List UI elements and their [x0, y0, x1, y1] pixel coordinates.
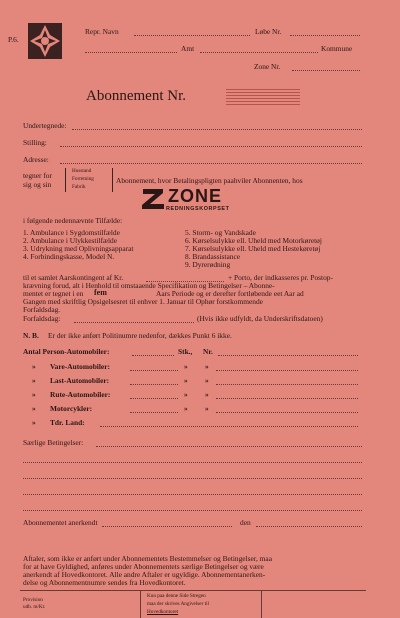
vehicle-header-stk: Stk., — [178, 347, 193, 356]
option-fabrik[interactable]: Fabrik — [72, 184, 86, 190]
zone-nr-field[interactable] — [292, 70, 360, 71]
tdr-land-field[interactable] — [100, 426, 358, 427]
logo-wordmark: ZONE — [168, 186, 223, 206]
forfaldsdag-label: Forfaldsdag: — [23, 314, 61, 323]
incident-4: 4. Forbindingskasse, Model N. — [23, 252, 115, 261]
lobe-nr-field[interactable] — [290, 35, 360, 36]
vehicle-header-nr: Nr. — [203, 347, 213, 356]
vehicle-row-q2: » — [205, 404, 209, 413]
incident-6: 6. Kørselsulykke ell. Uheld med Motorkøretøj — [185, 236, 322, 245]
acknowledged-date-field[interactable] — [256, 526, 362, 527]
person-auto-field[interactable] — [132, 355, 174, 356]
special-conditions-line[interactable] — [23, 478, 362, 479]
vehicle-row-q1: » — [184, 404, 188, 413]
abonnement-number-field[interactable] — [226, 88, 300, 105]
vehicle-row-q1: » — [184, 362, 188, 371]
person-auto-nr-field[interactable] — [218, 355, 358, 356]
acknowledged-field[interactable] — [102, 526, 232, 527]
repr-navn-label: Repr. Navn — [85, 27, 119, 36]
contingent-line5: Forfaldsdag. — [23, 305, 61, 314]
contingent-line1a: til et samlet Aarskontingent af Kr. — [23, 273, 124, 282]
provision-amount-label: udb. m/Kr. — [23, 604, 46, 610]
adresse-label: Adresse: — [23, 155, 49, 164]
vehicle-row-q1: » — [184, 376, 188, 385]
vehicle-row-nr-field[interactable] — [216, 370, 358, 371]
footer-line: for at have Gyldighed, anføres under Abonnementets særlige Betingelser og være — [23, 562, 264, 571]
zone-lightning-icon — [140, 188, 166, 210]
provision-label: Provision — [23, 597, 43, 603]
vehicle-row-label: Vare-Automobiler: — [50, 362, 110, 371]
special-conditions-line[interactable] — [23, 462, 362, 463]
headoffice-note-line: Kun paa denne Side Stregen — [147, 593, 206, 599]
stilling-field[interactable] — [60, 146, 362, 147]
incident-2: 2. Ambulance i Ulykkestilfælde — [23, 236, 118, 245]
nb-text: Er der ikke anført Politinumre nedenfor, dækkes Punkt 6 ikke. — [48, 331, 232, 340]
repr-navn-field[interactable] — [134, 35, 250, 36]
contingent-line4: Gangen med skriftlig Opsigelsesret til enhver 1. Januar til Ophør forstkommende — [23, 297, 263, 306]
incident-3: 3. Udrykning med Oplivningsapparat — [23, 244, 134, 253]
incidents-intro: i følgende nedennævnte Tilfælde: — [23, 216, 123, 225]
vehicle-row-q2: » — [205, 376, 209, 385]
vehicle-row-q2: » — [205, 390, 209, 399]
special-conditions-line[interactable] — [96, 446, 362, 447]
footer-line: Aftaler, som ikke er anført under Abonnementets Bestemmelser og Betingelser, maa — [23, 554, 272, 563]
nb-label: N. B. — [23, 331, 39, 340]
contingent-line2: krævning forud, alt i Henhold til omstaaende Specifikation og Betingelser – Abonne- — [23, 281, 275, 290]
vehicle-row-prefix: » — [32, 404, 36, 413]
adresse-field[interactable] — [60, 163, 362, 164]
incident-1: 1. Ambulance i Sygdomstilfælde — [23, 228, 120, 237]
kommune-label: Kommune — [321, 44, 353, 53]
special-conditions-line[interactable] — [23, 510, 362, 511]
lobe-nr-label: Løbe Nr. — [255, 27, 282, 36]
vehicle-row-nr-field[interactable] — [216, 412, 358, 413]
vehicle-row-field[interactable] — [130, 384, 178, 385]
vehicle-row-label: Motorcykler: — [50, 404, 93, 413]
contingent-line3a: mentet er tegnet i en — [23, 289, 84, 298]
vehicle-row-label: Rute-Automobiler: — [50, 390, 111, 399]
special-conditions-line[interactable] — [23, 494, 362, 495]
undertegnede-field[interactable] — [72, 129, 362, 130]
incident-8: 8. Brandassistance — [185, 252, 241, 261]
cross-emblem-icon — [26, 21, 64, 61]
vehicle-row-field[interactable] — [130, 398, 178, 399]
form-code: P.6. — [8, 35, 19, 44]
vehicle-row-q2: » — [205, 362, 209, 371]
tegner-for-label: tegner for — [23, 171, 52, 180]
vehicle-row-label: Last-Automobiler: — [50, 376, 110, 385]
undertegnede-label: Undertegnede: — [23, 121, 67, 130]
form-title: Abonnement Nr. — [86, 88, 186, 104]
logo-subtitle: REDNINGSKORPSET — [166, 206, 230, 212]
amt-field[interactable] — [85, 52, 177, 53]
forfaldsdag-field[interactable] — [74, 322, 194, 323]
headoffice-note-box — [140, 591, 262, 618]
vehicle-row-label: Tdr. Land: — [50, 418, 85, 427]
zone-nr-label: Zone Nr. — [254, 62, 281, 71]
forfaldsdag-note: (Hvis ikke udfyldt, da Underskriftsdatoen) — [197, 314, 323, 323]
footer-line: delse og Abonnementnumre sendes fra Hovedkontoret. — [23, 578, 186, 587]
contingent-line3c: Aars Periode og er derefter fortløbende eet Aar ad — [156, 289, 304, 298]
amt-label: Amt — [181, 44, 195, 53]
sig-og-sin-label: sig og sin — [23, 180, 52, 189]
acknowledged-label: Abonnementet anerkendt — [23, 518, 98, 527]
vehicle-row-prefix: » — [32, 362, 36, 371]
special-conditions-label: Særlige Betingelser: — [23, 438, 84, 447]
stilling-label: Stilling: — [23, 138, 47, 147]
option-husstand[interactable]: Husstand — [72, 168, 92, 174]
vehicle-row-prefix: » — [32, 390, 36, 399]
incident-5: 5. Storm- og Vandskade — [185, 228, 256, 237]
vehicle-row-nr-field[interactable] — [216, 384, 358, 385]
option-forretning[interactable]: Forretning — [72, 176, 94, 182]
vehicle-row-prefix: » — [32, 376, 36, 385]
acknowledged-den: den — [240, 518, 251, 527]
headoffice-note-line: maa der skrives Angivelser til — [147, 601, 209, 607]
incident-7: 7. Kørselsulykke ell. Uheld med Hestekøretøj — [185, 244, 321, 253]
period-years-value: fem — [94, 288, 107, 297]
vehicle-row-nr-field[interactable] — [216, 398, 358, 399]
vehicle-header-label: Antal Person-Automobiler: — [23, 347, 110, 356]
headoffice-note-line: Hovedkontoret — [147, 609, 179, 615]
vehicle-row-field[interactable] — [130, 370, 178, 371]
signing-text: Abonnement, hvor Betalingspligten paahviler Abonnenten, hos — [116, 176, 303, 185]
vehicle-row-field[interactable] — [130, 412, 178, 413]
contingent-line1b: + Porto, der indkasseres pr. Postop- — [228, 273, 333, 282]
signing-option-box — [65, 168, 113, 192]
incident-9: 9. Dyrerødning — [185, 260, 231, 269]
footer-line: anerkendt af Hovedkontoret. Alle andre Aftaler er ugyldige. Abonnementanerken- — [23, 570, 266, 579]
vehicle-row-q1: » — [184, 390, 188, 399]
kommune-field[interactable] — [200, 52, 318, 53]
vehicle-row-prefix: » — [32, 418, 36, 427]
